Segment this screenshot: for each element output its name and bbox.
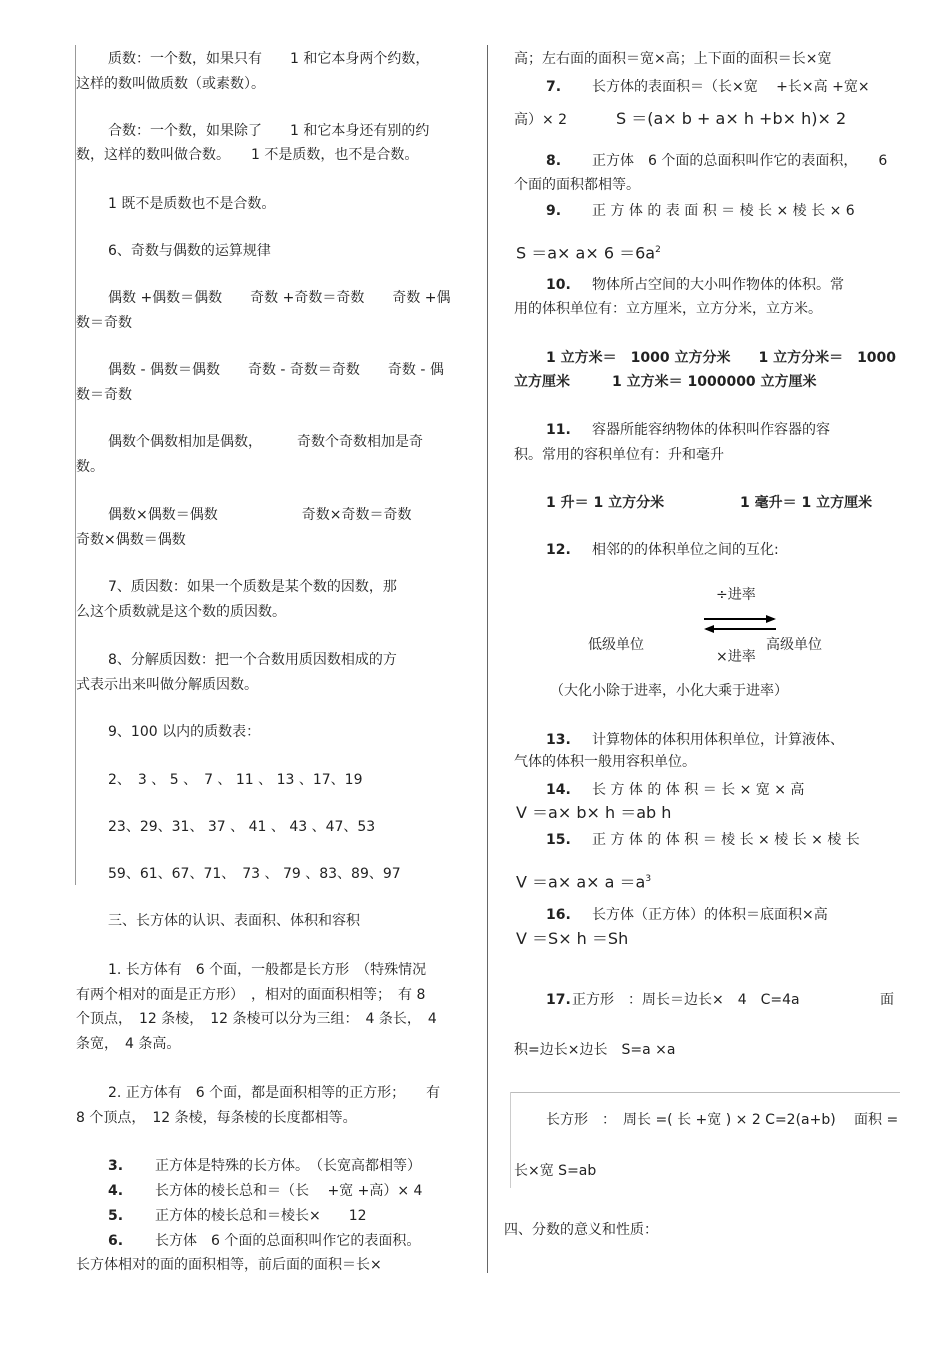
- text-line: 么这个质数就是这个数的质因数。: [76, 604, 286, 620]
- item-number: 12.: [546, 542, 571, 558]
- text-line: 1 毫升＝ 1 立方厘米: [740, 495, 873, 511]
- text-line: 1 升＝ 1 立方分米: [546, 495, 665, 511]
- item-number: 17.: [546, 992, 571, 1008]
- text-line: 个面的面积都相等。: [514, 177, 640, 193]
- text-line: 1 既不是质数也不是合数。: [108, 196, 276, 212]
- text-line: 长方体 6 个面的总面积叫作它的表面积。: [155, 1233, 421, 1249]
- divide-rate-label: ÷进率: [716, 587, 756, 603]
- text-line: 合数：一个数，如果除了 1 和它本身还有别的约: [108, 123, 430, 139]
- text-line: 积=边长×边长 S=a ×a: [514, 1042, 676, 1058]
- text-line: 个顶点， 12 条棱， 12 条棱可以分为三组： 4 条长， 4: [76, 1011, 437, 1027]
- text-line: 高）× 2: [514, 112, 568, 128]
- text-line: 长方体（正方体）的体积＝底面积×高: [592, 907, 828, 923]
- text-line: 正方体的棱长总和＝棱长× 12: [155, 1208, 367, 1224]
- section-heading: 6、奇数与偶数的运算规律: [108, 243, 271, 259]
- text-line: 正 方 体 的 表 面 积 ＝ 棱 长 × 棱 长 × 6: [592, 203, 855, 219]
- exponent: 3: [645, 874, 652, 884]
- text-line: （大化小除于进率，小化大乘于进率）: [550, 683, 788, 699]
- section-heading: 三、长方体的认识、表面积、体积和容积: [108, 913, 360, 929]
- text-line: 偶数个偶数相加是偶数， 奇数个奇数相加是奇: [108, 434, 423, 450]
- section-heading: 四、分数的意义和性质：: [504, 1222, 658, 1238]
- text-line: 长方体的表面积＝（长×宽 +长×高 +宽×: [592, 79, 870, 95]
- text-line: 质数：一个数，如果只有 1 和它本身两个约数，: [108, 51, 430, 67]
- formula-text: V ＝a× a× a ＝a: [516, 872, 646, 892]
- text-line: 正方体 6 个面的总面积叫作它的表面积， 6: [592, 153, 888, 169]
- text-line: 偶数 - 偶数＝偶数 奇数 - 奇数＝奇数 奇数 - 偶: [108, 362, 444, 378]
- text-line: 9、100 以内的质数表：: [108, 724, 261, 740]
- text-line: 数＝奇数: [76, 315, 132, 331]
- box-left-border: [510, 1092, 511, 1188]
- text-line: 高；左右面的面积＝宽×高；上下面的面积＝长×宽: [514, 51, 832, 67]
- text-line: 面: [880, 992, 894, 1008]
- formula-text: S ＝a× a× 6 ＝6a: [516, 243, 656, 263]
- item-number: 8.: [546, 153, 562, 169]
- text-line: 长方体相对的面的面积相等，前后面的面积＝长×: [76, 1257, 382, 1273]
- item-number: 13.: [546, 732, 571, 748]
- text-line: 面积 =: [854, 1112, 899, 1128]
- text-line: 8 个顶点， 12 条棱，每条棱的长度都相等。: [76, 1110, 357, 1126]
- item-number: 16.: [546, 907, 571, 923]
- formula: [516, 870, 651, 891]
- prime-list: 23、29、31、 37 、 41 、 43 、47、53: [108, 819, 376, 835]
- formula: S ＝(a× b + a× h +b× h)× 2: [616, 109, 847, 128]
- item-number: 5.: [108, 1208, 124, 1224]
- formula: [516, 241, 661, 262]
- text-line: 正方形 ：周长＝边长× 4 C=4a: [572, 992, 800, 1008]
- text-line: 正 方 体 的 体 积 ＝ 棱 长 × 棱 长 × 棱 长: [592, 832, 860, 848]
- conversion-arrows: [700, 612, 780, 636]
- text-line: 8、分解质因数：把一个合数用质因数相成的方: [108, 652, 397, 668]
- text-line: 数＝奇数: [76, 387, 132, 403]
- formula: V ＝S× h ＝Sh: [516, 929, 629, 948]
- text-line: 立方厘米 1 立方米＝ 1000000 立方厘米: [514, 374, 817, 390]
- text-line: 长 方 体 的 体 积 ＝ 长 × 宽 × 高: [592, 782, 805, 798]
- item-number: 6.: [108, 1233, 124, 1249]
- text-line: 相邻的的体积单位之间的互化:: [592, 542, 779, 558]
- text-line: 积。常用的容积单位有：升和毫升: [514, 447, 724, 463]
- item-number: 4.: [108, 1183, 124, 1199]
- box-top-border: [510, 1092, 900, 1093]
- text-line: 偶数 +偶数＝偶数 奇数 +奇数＝奇数 奇数 +偶: [108, 290, 451, 306]
- text-line: 这样的数叫做质数（或素数）。: [76, 76, 265, 92]
- text-line: 数，这样的数叫做合数。 1 不是质数，也不是合数。: [76, 147, 419, 163]
- column-divider: [487, 45, 488, 1273]
- text-line: 容器所能容纳物体的体积叫作容器的容: [592, 422, 830, 438]
- text-line: 7、质因数：如果一个质数是某个数的因数，那: [108, 579, 397, 595]
- text-line: 长方体的棱长总和＝（长 +宽 +高）× 4: [155, 1183, 423, 1199]
- text-line: 1. 长方体有 6 个面，一般都是长方形 （特殊情况: [108, 962, 427, 978]
- text-line: 数。: [76, 459, 104, 475]
- text-line: 物体所占空间的大小叫作物体的体积。常: [592, 277, 844, 293]
- text-line: 长方形 ： 周长 =( 长 +宽 ) × 2 C=2(a+b): [546, 1112, 836, 1128]
- item-number: 11.: [546, 422, 571, 438]
- text-line: 有两个相对的面是正方形） ，相对的面面积相等； 有 8: [76, 987, 426, 1003]
- text-line: 用的体积单位有：立方厘米，立方分米，立方米。: [514, 301, 822, 317]
- item-number: 7.: [546, 79, 562, 95]
- high-unit-label: 高级单位: [766, 637, 822, 653]
- low-unit-label: 低级单位: [588, 637, 644, 653]
- text-line: 计算物体的体积用体积单位，计算液体、: [592, 732, 844, 748]
- text-line: 长×宽 S=ab: [514, 1163, 597, 1179]
- text-line: 1 立方米＝ 1000 立方分米 1 立方分米＝ 1000: [546, 350, 897, 366]
- text-line: 2. 正方体有 6 个面，都是面积相等的正方形； 有: [108, 1085, 441, 1101]
- exponent: 2: [655, 245, 661, 255]
- item-number: 9.: [546, 203, 562, 219]
- prime-list: 2、 3 、 5 、 7 、 11 、 13 、17、19: [108, 772, 363, 788]
- item-number: 14.: [546, 782, 571, 798]
- formula: V ＝a× b× h ＝ab h: [516, 803, 672, 822]
- multiply-rate-label: ×进率: [716, 649, 756, 665]
- prime-list: 59、61、67、71、 73 、 79 、83、89、97: [108, 866, 401, 882]
- item-number: 10.: [546, 277, 571, 293]
- text-line: 式表示出来叫做分解质因数。: [76, 677, 258, 693]
- text-line: 条宽， 4 条高。: [76, 1036, 181, 1052]
- item-number: 15.: [546, 832, 571, 848]
- item-number: 3.: [108, 1158, 124, 1174]
- text-line: 正方体是特殊的长方体。 （长宽高都相等）: [155, 1158, 421, 1174]
- text-line: 偶数×偶数＝偶数 奇数×奇数＝奇数: [108, 507, 412, 523]
- text-line: 奇数×偶数＝偶数: [76, 532, 186, 548]
- text-line: 气体的体积一般用容积单位。: [514, 754, 696, 770]
